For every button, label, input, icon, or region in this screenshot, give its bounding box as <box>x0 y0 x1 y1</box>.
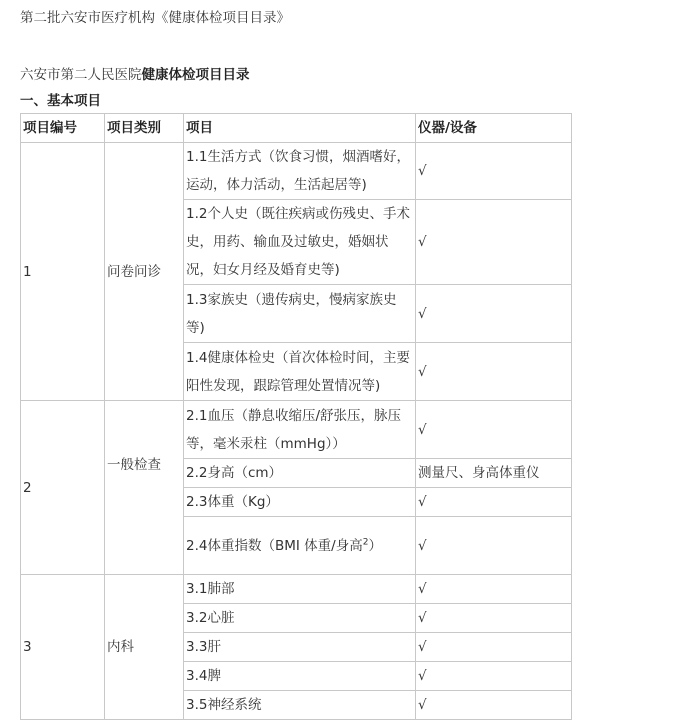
header-number: 项目编号 <box>21 114 105 143</box>
table-header-row <box>21 114 572 143</box>
item-cell: 3.1肺部 <box>184 575 416 604</box>
bmi-item-suffix: ） <box>368 537 382 554</box>
item-cell: 2.3体重（Kg） <box>184 488 416 517</box>
device-cell: √ <box>416 285 572 343</box>
item-cell: 3.3肝 <box>184 633 416 662</box>
bmi-superscript: 2 <box>362 537 369 547</box>
device-cell: √ <box>416 575 572 604</box>
item-cell: 1.4健康体检史（首次体检时间，主要阳性发现，跟踪管理处置情况等) <box>184 343 416 401</box>
table-row <box>21 401 572 459</box>
section-heading: 一、基本项目 <box>20 93 101 109</box>
header-device: 仪器/设备 <box>416 114 572 143</box>
hospital-subtitle <box>20 63 250 83</box>
device-cell: √ <box>416 604 572 633</box>
device-cell: √ <box>416 143 572 200</box>
exam-items-table <box>20 113 572 720</box>
item-cell: 1.2个人史（既往疾病或伤残史、手术史，用药、输血及过敏史，婚姻状况，妇女月经及婚育史等) <box>184 200 416 285</box>
item-cell: 2.1血压（静息收缩压/舒张压，脉压等，毫米汞柱（mmHg）） <box>184 401 416 459</box>
device-cell: √ <box>416 662 572 691</box>
device-cell: 测量尺、身高体重仪 <box>416 459 572 488</box>
group-number: 3 <box>21 575 105 720</box>
device-cell: √ <box>416 401 572 459</box>
device-cell: √ <box>416 488 572 517</box>
device-cell: √ <box>416 691 572 720</box>
group-category: 内科 <box>105 575 184 720</box>
subtitle-prefix: 六安市第二人民医院 <box>20 67 142 83</box>
item-cell: 2.2身高（cm） <box>184 459 416 488</box>
bmi-item-text: 2.4体重指数（BMI 体重/身高 <box>186 537 363 554</box>
item-cell: 1.3家族史（遗传病史，慢病家族史等) <box>184 285 416 343</box>
subtitle-bold: 健康体检项目目录 <box>141 67 250 83</box>
group-category: 一般检查 <box>105 401 184 575</box>
document-title: 第二批六安市医疗机构《健康体检项目目录》 <box>20 10 290 26</box>
device-cell: √ <box>416 343 572 401</box>
group-category: 问卷问诊 <box>105 143 184 401</box>
item-cell: 3.5神经系统 <box>184 691 416 720</box>
table-row <box>21 575 572 604</box>
item-cell: 3.4脾 <box>184 662 416 691</box>
item-cell <box>184 517 416 575</box>
item-cell: 1.1生活方式（饮食习惯，烟酒嗜好，运动，体力活动，生活起居等) <box>184 143 416 200</box>
device-cell: √ <box>416 200 572 285</box>
item-cell: 3.2心脏 <box>184 604 416 633</box>
group-number: 1 <box>21 143 105 401</box>
table-row <box>21 143 572 200</box>
device-cell: √ <box>416 633 572 662</box>
group-number: 2 <box>21 401 105 575</box>
header-item: 项目 <box>184 114 416 143</box>
device-cell: √ <box>416 517 572 575</box>
header-category: 项目类别 <box>105 114 184 143</box>
